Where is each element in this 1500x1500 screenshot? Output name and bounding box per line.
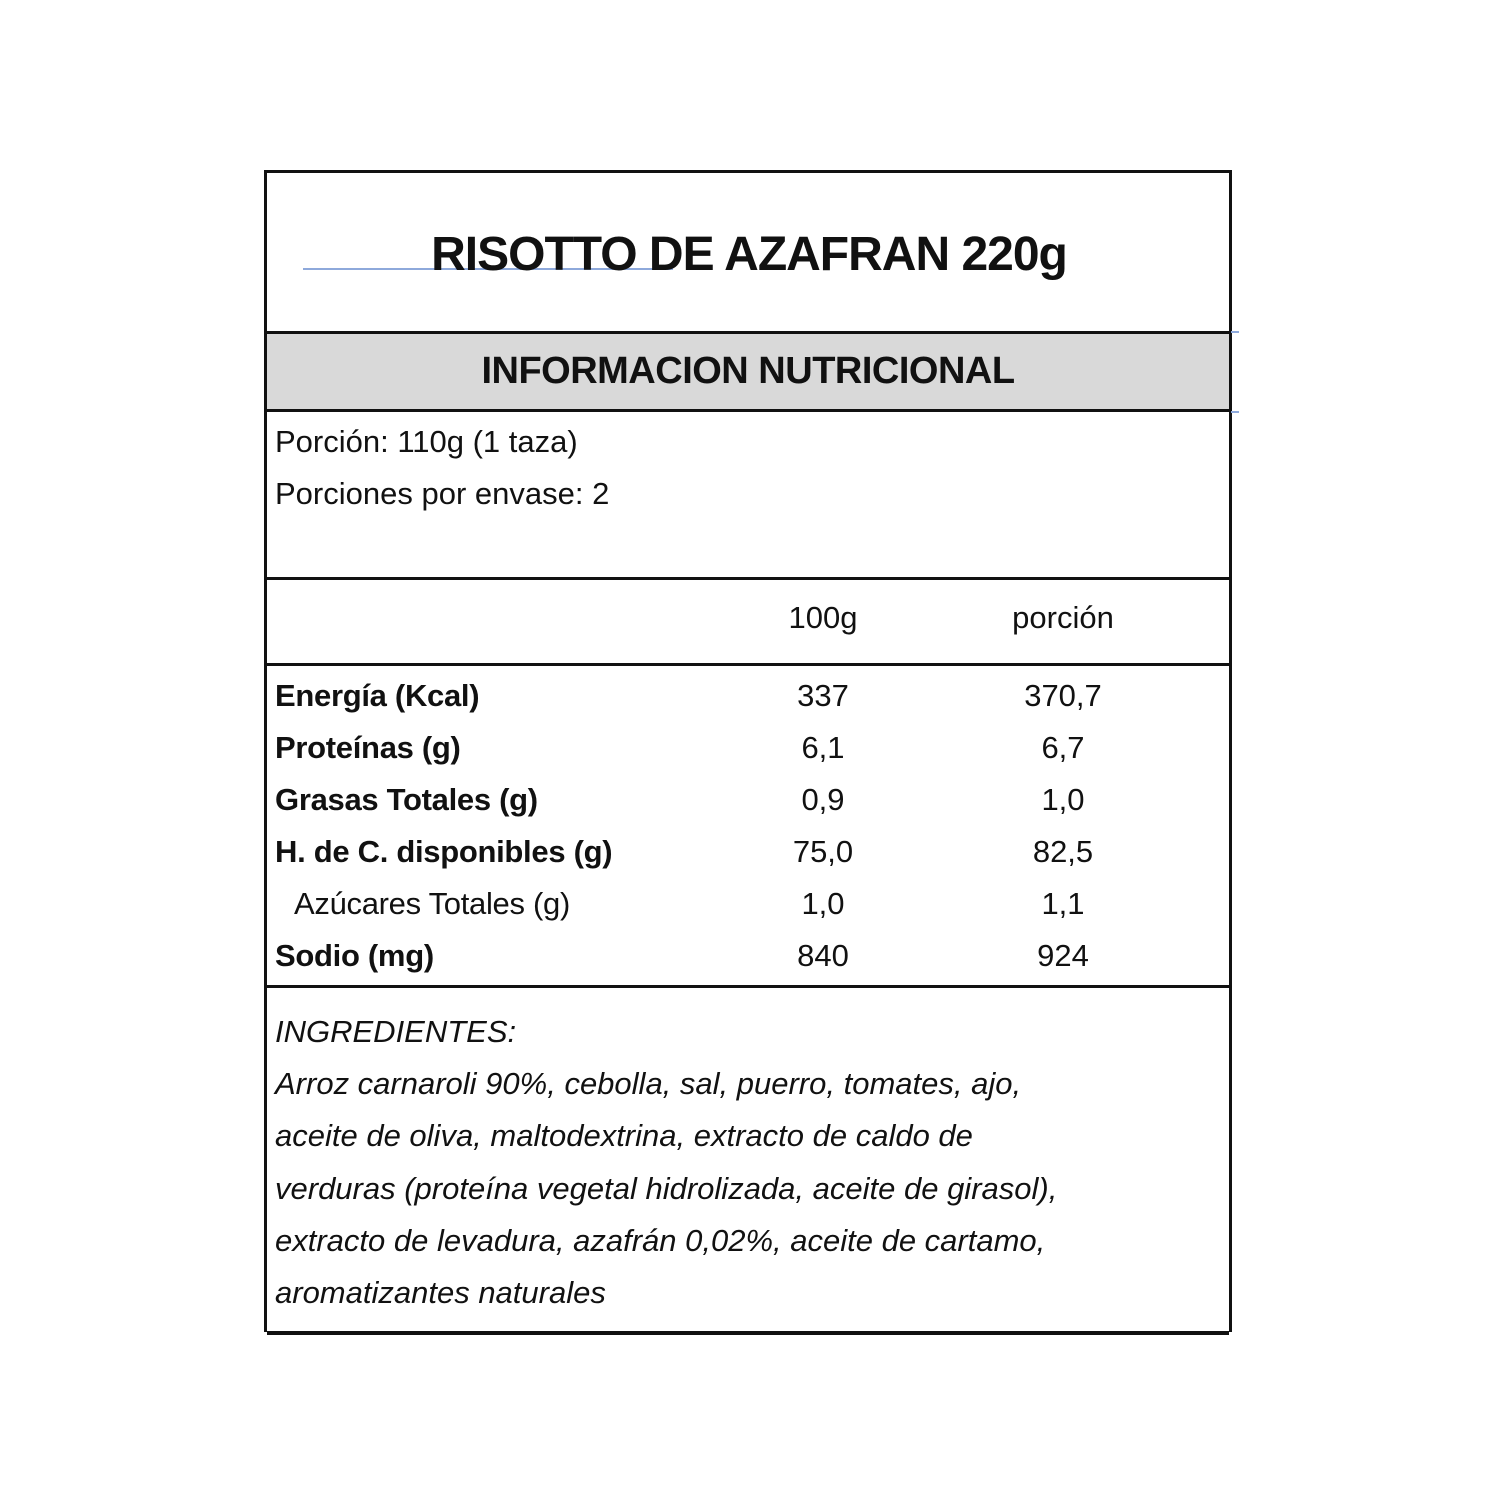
nutrient-value-serving: 82,5 bbox=[1032, 834, 1094, 869]
ingredients-line: verduras (proteína vegetal hidrolizada, aceite de girasol), bbox=[275, 1170, 1058, 1206]
nutrient-value-100g: 75,0 bbox=[792, 834, 854, 869]
nutrient-value-100g: 337 bbox=[797, 678, 849, 713]
nutrient-value-serving: 924 bbox=[1037, 938, 1089, 973]
product-title: RISOTTO DE AZAFRAN 220g bbox=[431, 228, 1067, 281]
nutrient-row-fat bbox=[267, 778, 1229, 830]
nutrient-row-protein bbox=[267, 726, 1229, 778]
nutrient-row-carbs bbox=[267, 830, 1229, 882]
nutrient-value-serving: 6,7 bbox=[1041, 730, 1085, 765]
nutrition-header-title: INFORMACION NUTRICIONAL bbox=[481, 350, 1015, 392]
ingredients-list bbox=[275, 1058, 1209, 1319]
nutrient-value-100g: 840 bbox=[797, 938, 849, 973]
nutrient-value-100g: 6,1 bbox=[801, 730, 845, 765]
nutrient-row-energy bbox=[267, 674, 1229, 726]
ingredients-title: INGREDIENTES: bbox=[275, 1014, 517, 1049]
nutrient-value-100g: 0,9 bbox=[801, 782, 845, 817]
column-headers bbox=[267, 580, 1229, 666]
servings-per-container: Porciones por envase: 2 bbox=[275, 476, 610, 511]
nutrient-name: Sodio (mg) bbox=[275, 938, 434, 973]
nutrient-name: Proteínas (g) bbox=[275, 730, 461, 765]
column-header-100g: 100g bbox=[788, 600, 858, 635]
ingredients-line: aromatizantes naturales bbox=[275, 1275, 606, 1311]
nutrient-value-serving: 370,7 bbox=[1024, 678, 1102, 713]
ingredients-line: aceite de oliva, maltodextrina, extracto de caldo de bbox=[275, 1118, 973, 1154]
nutrient-name: Grasas Totales (g) bbox=[275, 782, 538, 817]
guide-tick bbox=[1231, 331, 1239, 333]
serving-size: Porción: 110g (1 taza) bbox=[275, 424, 578, 459]
nutrients-table bbox=[267, 666, 1229, 988]
column-header-serving: porción bbox=[1012, 600, 1114, 635]
ingredients-line: Arroz carnaroli 90%, cebolla, sal, puerro, tomates, ajo, bbox=[275, 1066, 1022, 1101]
serving-section bbox=[267, 412, 1229, 580]
nutrient-name: H. de C. disponibles (g) bbox=[275, 834, 613, 869]
guide-tick bbox=[1231, 411, 1239, 413]
nutrient-value-serving: 1,0 bbox=[1041, 782, 1085, 817]
nutrient-name: Azúcares Totales (g) bbox=[294, 886, 570, 921]
nutrient-value-serving: 1,1 bbox=[1041, 886, 1085, 921]
ingredients-line: extracto de levadura, azafrán 0,02%, aceite de cartamo, bbox=[275, 1222, 1046, 1258]
nutrition-label bbox=[264, 170, 1232, 1332]
nutrient-value-100g: 1,0 bbox=[801, 886, 845, 921]
nutrition-header bbox=[267, 334, 1229, 412]
ingredients-section bbox=[267, 988, 1229, 1335]
nutrient-row-sugars bbox=[267, 882, 1229, 934]
nutrient-name: Energía (Kcal) bbox=[275, 678, 480, 713]
nutrient-row-sodium bbox=[267, 934, 1229, 986]
title-section bbox=[267, 173, 1229, 334]
